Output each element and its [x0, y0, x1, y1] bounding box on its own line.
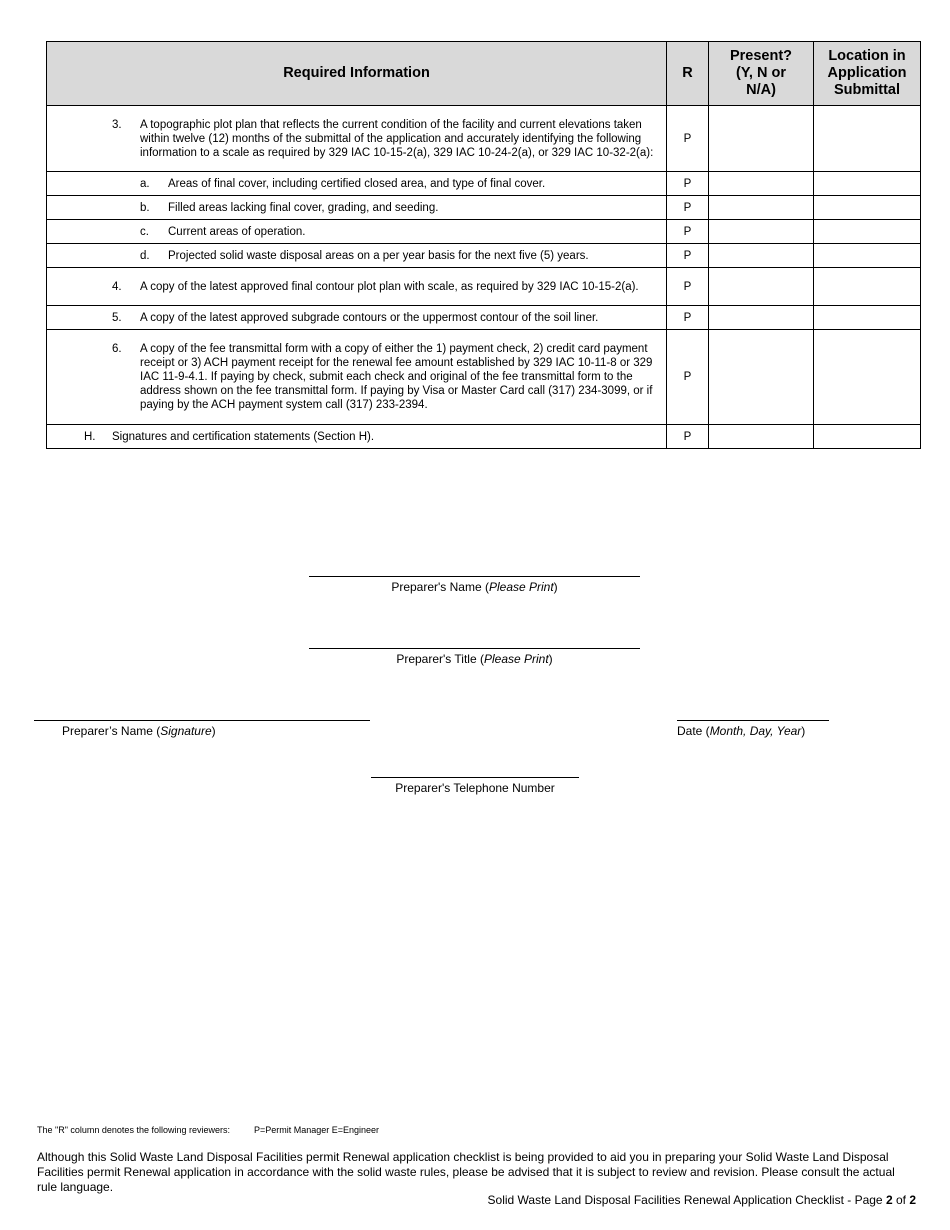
signature-line — [309, 648, 640, 649]
preparer-telephone-label: Preparer's Telephone Number — [395, 781, 555, 795]
reviewer-code: P — [667, 220, 709, 244]
location-cell[interactable] — [814, 244, 921, 268]
header-location: Location in Application Submittal — [814, 42, 921, 106]
item-text: A topographic plot plan that reflects the current condition of the facility and current elevations taken within twelve (12) months of the submittal of the application and accurately identifying the following information to a scale as required by 329 IAC 10-15-2(a), 329 IAC 10-24-2(a), or 329 IAC 10-32-2(a): — [140, 118, 654, 159]
item-number: 5. — [112, 311, 122, 324]
table-row — [47, 330, 921, 425]
table-row — [47, 106, 921, 172]
item-text: Areas of final cover, including certified closed area, and type of final cover. — [168, 177, 546, 190]
header-present: Present? (Y, N or N/A) — [709, 42, 814, 106]
preparer-name-print-field[interactable] — [309, 576, 640, 594]
preparer-signature-label: Preparer’s Name (Signature) — [62, 724, 216, 738]
location-cell[interactable] — [814, 268, 921, 306]
present-cell[interactable] — [709, 306, 814, 330]
section-letter: H. — [84, 430, 96, 443]
reviewer-code: P — [667, 330, 709, 425]
reviewers-legend: P=Permit Manager E=Engineer — [253, 1125, 380, 1135]
location-cell[interactable] — [814, 196, 921, 220]
page-total: 2 — [909, 1193, 916, 1207]
location-cell[interactable] — [814, 172, 921, 196]
reviewer-code: P — [667, 196, 709, 220]
item-letter: b. — [140, 201, 150, 214]
table-row — [47, 268, 921, 306]
item-text: Current areas of operation. — [168, 225, 306, 238]
disclaimer: Although this Solid Waste Land Disposal Facilities permit Renewal application checklist is being provided to aid you in preparing your Solid Waste Land Disposal Facilities permit Renewal application in accordance with the solid waste rules, please be advised that it is subject to review and revision. Please consult the actual rule language. — [37, 1150, 895, 1194]
present-cell[interactable] — [709, 244, 814, 268]
signature-line — [309, 576, 640, 577]
item-text: A copy of the latest approved final contour plot plan with scale, as required by 329 IAC 10-15-2(a). — [140, 280, 639, 293]
item-number: 6. — [112, 343, 122, 355]
item-number: 4. — [112, 280, 122, 293]
page-footer: Solid Waste Land Disposal Facilities Renewal Application Checklist - Page 2 of 2 — [487, 1193, 916, 1207]
page-number: 2 — [885, 1193, 893, 1207]
present-cell[interactable] — [709, 172, 814, 196]
present-cell[interactable] — [709, 106, 814, 172]
reviewer-code: P — [667, 106, 709, 172]
date-field[interactable] — [677, 720, 829, 738]
reviewer-code: P — [667, 268, 709, 306]
reviewers-note: The "R" column denotes the following reviewers: P=Permit Manager E=Engineer — [37, 1125, 380, 1135]
reviewer-code: P — [667, 244, 709, 268]
present-cell[interactable] — [709, 196, 814, 220]
preparer-signature-field[interactable] — [34, 720, 370, 738]
preparer-telephone-field[interactable] — [371, 777, 579, 795]
location-cell[interactable] — [814, 106, 921, 172]
item-text: Projected solid waste disposal areas on a per year basis for the next five (5) years. — [168, 249, 589, 262]
table-row — [47, 196, 921, 220]
table-row — [47, 306, 921, 330]
item-text: A copy of the fee transmittal form with a copy of either the 1) payment check, 2) credit card payment receipt or 3) ACH payment receipt for the renewal fee amount established by 329 IAC 10-11-8 or 329 IAC 11-9-4.1. If paying by check, submit each check and original of the fee transmittal form to the address shown on the fee transmittal form. If paying by Visa or Master Card call (317) 234-3099, or if paying by the ACH payment system call (317) 233-2394. — [140, 343, 653, 411]
header-required-information: Required Information — [47, 42, 667, 106]
item-letter: d. — [140, 249, 150, 262]
present-cell[interactable] — [709, 330, 814, 425]
location-cell[interactable] — [814, 220, 921, 244]
item-letter: a. — [140, 177, 150, 190]
location-cell[interactable] — [814, 306, 921, 330]
item-text: Signatures and certification statements (Section H). — [112, 430, 375, 443]
item-text: Filled areas lacking final cover, grading, and seeding. — [168, 201, 439, 214]
signature-line — [371, 777, 579, 778]
item-letter: c. — [140, 225, 149, 238]
table-row — [47, 172, 921, 196]
present-cell[interactable] — [709, 425, 814, 449]
preparer-title-print-field[interactable] — [309, 648, 640, 666]
reviewer-code: P — [667, 306, 709, 330]
present-cell[interactable] — [709, 268, 814, 306]
table-row — [47, 220, 921, 244]
item-number: 3. — [112, 118, 122, 131]
signature-line — [677, 720, 829, 721]
date-label: Date (Month, Day, Year) — [677, 724, 806, 738]
table-row — [47, 244, 921, 268]
table-row — [47, 425, 921, 449]
header-r: R — [667, 42, 709, 106]
reviewer-code: P — [667, 172, 709, 196]
item-text: A copy of the latest approved subgrade contours or the uppermost contour of the soil liner. — [140, 311, 599, 324]
signature-line — [34, 720, 370, 721]
location-cell[interactable] — [814, 425, 921, 449]
preparer-title-print-label: Preparer's Title (Please Print) — [396, 652, 553, 666]
preparer-name-print-label: Preparer's Name (Please Print) — [391, 580, 558, 594]
present-cell[interactable] — [709, 220, 814, 244]
reviewer-code: P — [667, 425, 709, 449]
location-cell[interactable] — [814, 330, 921, 425]
checklist-table — [46, 41, 921, 449]
